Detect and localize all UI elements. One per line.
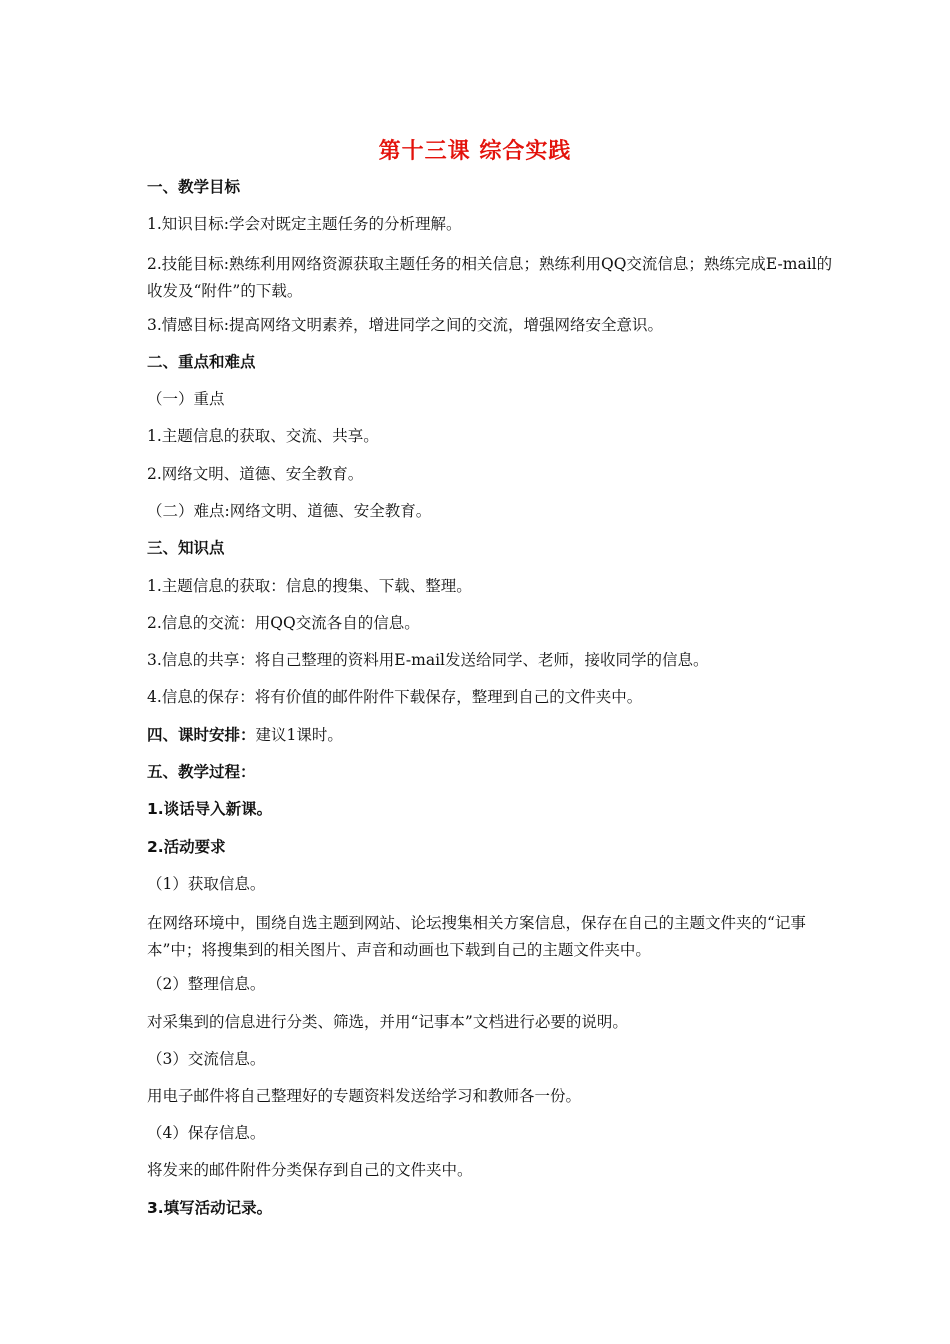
schedule-line <box>147 724 847 746</box>
knowledge-point-3: 3.信息的共享：将自己整理的资料用E-mail发送给同学、老师，接收同学的信息。 <box>147 651 709 669</box>
activity-2-heading: （2）整理信息。 <box>147 975 266 993</box>
subheading-difficulties: （二）难点:网络文明、道德、安全教育。 <box>147 502 432 520</box>
process-step-2: 2.活动要求 <box>147 838 226 856</box>
activity-2-text: 对采集到的信息进行分类、筛选，并用“记事本”文档进行必要的说明。 <box>147 1013 628 1031</box>
section-heading-key-points: 二、重点和难点 <box>147 353 256 371</box>
section-heading-knowledge: 三、知识点 <box>147 539 225 557</box>
process-step-1: 1.谈话导入新课。 <box>147 800 273 818</box>
section-heading-schedule: 四、课时安排： <box>147 726 256 744</box>
knowledge-point-1: 1.主题信息的获取：信息的搜集、下载、整理。 <box>147 577 472 595</box>
knowledge-point-4: 4.信息的保存：将有价值的邮件附件下载保存，整理到自己的文件夹中。 <box>147 688 643 706</box>
objective-skills: 2.技能目标:熟练利用网络资源获取主题任务的相关信息；熟练利用QQ交流信息；熟练完成E-mail的收发及“附件”的下载。 <box>147 255 833 300</box>
knowledge-point-2: 2.信息的交流：用QQ交流各自的信息。 <box>147 614 420 632</box>
objective-knowledge: 1.知识目标:学会对既定主题任务的分析理解。 <box>147 215 462 233</box>
key-point-2: 2.网络文明、道德、安全教育。 <box>147 465 364 483</box>
activity-1-text: 在网络环境中，围绕自选主题到网站、论坛搜集相关方案信息，保存在自己的主题文件夹的“记事本”中；将搜集到的相关图片、声音和动画也下载到自己的主题文件夹中。 <box>147 914 806 959</box>
document-title: 第十三课 综合实践 <box>378 139 572 164</box>
activity-3-text: 用电子邮件将自己整理好的专题资料发送给学习和教师各一份。 <box>147 1087 582 1105</box>
schedule-text: 建议1课时。 <box>255 726 343 744</box>
activity-4-heading: （4）保存信息。 <box>147 1124 266 1142</box>
activity-4-text: 将发来的邮件附件分类保存到自己的文件夹中。 <box>147 1161 473 1179</box>
section-heading-process: 五、教学过程： <box>147 763 256 781</box>
subheading-key-points: （一）重点 <box>147 390 225 408</box>
key-point-1: 1.主题信息的获取、交流、共享。 <box>147 427 379 445</box>
section-heading-objectives: 一、教学目标 <box>147 178 241 196</box>
objective-emotion: 3.情感目标:提高网络文明素养，增进同学之间的交流，增强网络安全意识。 <box>147 316 664 334</box>
process-step-3: 3.填写活动记录。 <box>147 1199 273 1217</box>
activity-3-heading: （3）交流信息。 <box>147 1050 266 1068</box>
activity-1-heading: （1）获取信息。 <box>147 875 266 893</box>
